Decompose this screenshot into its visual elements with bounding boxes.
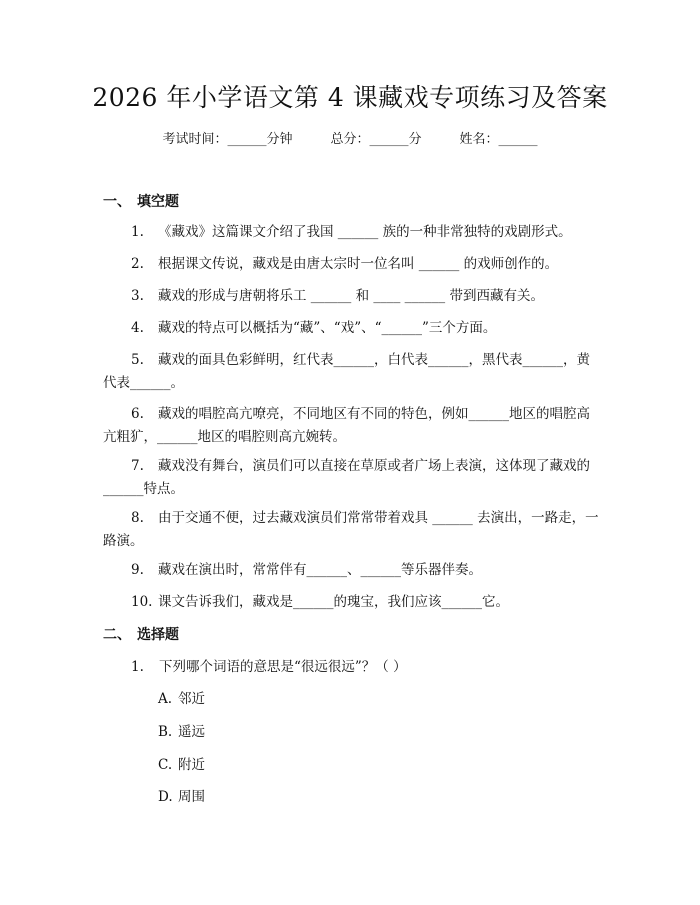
option-text: 附近 <box>178 757 205 773</box>
option-text: 邻近 <box>178 691 205 707</box>
section-choice <box>103 623 179 647</box>
item-text: 《藏戏》这篇课文介绍了我国 ______ 族的一种非常独特的戏剧形式。 <box>158 224 572 240</box>
fill-item <box>103 559 600 582</box>
question-text: 下列哪个词语的意思是“很远很远”？（ ） <box>159 659 407 675</box>
item-number: 1. <box>131 224 144 240</box>
choice-option-a <box>158 688 205 711</box>
item-text: 藏戏在演出时，常常伴有______、______等乐器伴奏。 <box>158 562 482 578</box>
item-text: 课文告诉我们，藏戏是______的瑰宝，我们应该______它。 <box>158 594 509 610</box>
section-number: 一、 <box>103 194 131 210</box>
section-number: 二、 <box>103 627 131 643</box>
item-number: 5. <box>131 352 144 368</box>
item-text: 由于交通不便，过去藏戏演员们常常带着戏具 ______ 去演出，一路走，一路演。 <box>103 510 599 549</box>
choice-option-b <box>158 721 205 744</box>
student-name: 姓名：______ <box>459 132 538 147</box>
section-label: 选择题 <box>137 627 179 643</box>
option-key: A. <box>158 691 173 707</box>
fill-item <box>103 507 600 553</box>
item-text: 藏戏的特点可以概括为“藏”、“戏”、“______”三个方面。 <box>158 320 497 336</box>
item-text: 藏戏的面具色彩鲜明，红代表______，白代表______，黑代表______，黄代表______。 <box>103 352 590 391</box>
item-text: 根据课文传说，藏戏是由唐太宗时一位名叫 ______ 的戏师创作的。 <box>158 256 559 272</box>
option-text: 遥远 <box>178 724 205 740</box>
fill-item <box>103 455 600 501</box>
option-text: 周围 <box>178 789 205 805</box>
item-number: 10. <box>131 594 153 610</box>
page-title: 2026 年小学语文第 4 课藏戏专项练习及答案 <box>92 83 608 112</box>
item-number: 7. <box>131 458 144 474</box>
fill-item <box>103 317 600 340</box>
item-number: 4. <box>131 320 144 336</box>
fill-item <box>103 349 600 395</box>
option-key: C. <box>158 757 173 773</box>
choice-question <box>131 656 407 679</box>
exam-meta <box>0 128 700 152</box>
option-key: D. <box>158 789 173 805</box>
item-number: 2. <box>131 256 144 272</box>
fill-item <box>103 403 600 449</box>
item-number: 6. <box>131 406 144 422</box>
item-text: 藏戏的形成与唐朝将乐工 ______ 和 ____ ______ 带到西藏有关。 <box>158 288 544 304</box>
item-text: 藏戏没有舞台，演员们可以直接在草原或者广场上表演，这体现了藏戏的______特点。 <box>103 458 590 497</box>
question-number: 1. <box>131 659 144 675</box>
fill-item <box>103 253 600 276</box>
choice-option-d <box>158 786 205 809</box>
section-label: 填空题 <box>137 194 179 210</box>
item-number: 8. <box>131 510 144 526</box>
exam-score: 总分：______分 <box>330 132 422 147</box>
section-fill-blank <box>103 190 179 214</box>
choice-option-c <box>158 754 205 777</box>
fill-item <box>103 285 600 308</box>
item-text: 藏戏的唱腔高亢嘹亮，不同地区有不同的特色，例如______地区的唱腔高亢粗犷，______地区的唱腔则高亢婉转。 <box>103 406 590 445</box>
fill-item <box>103 221 600 244</box>
fill-item <box>103 591 600 614</box>
option-key: B. <box>158 724 173 740</box>
exam-time: 考试时间：______分钟 <box>162 132 293 147</box>
item-number: 9. <box>131 562 144 578</box>
item-number: 3. <box>131 288 144 304</box>
